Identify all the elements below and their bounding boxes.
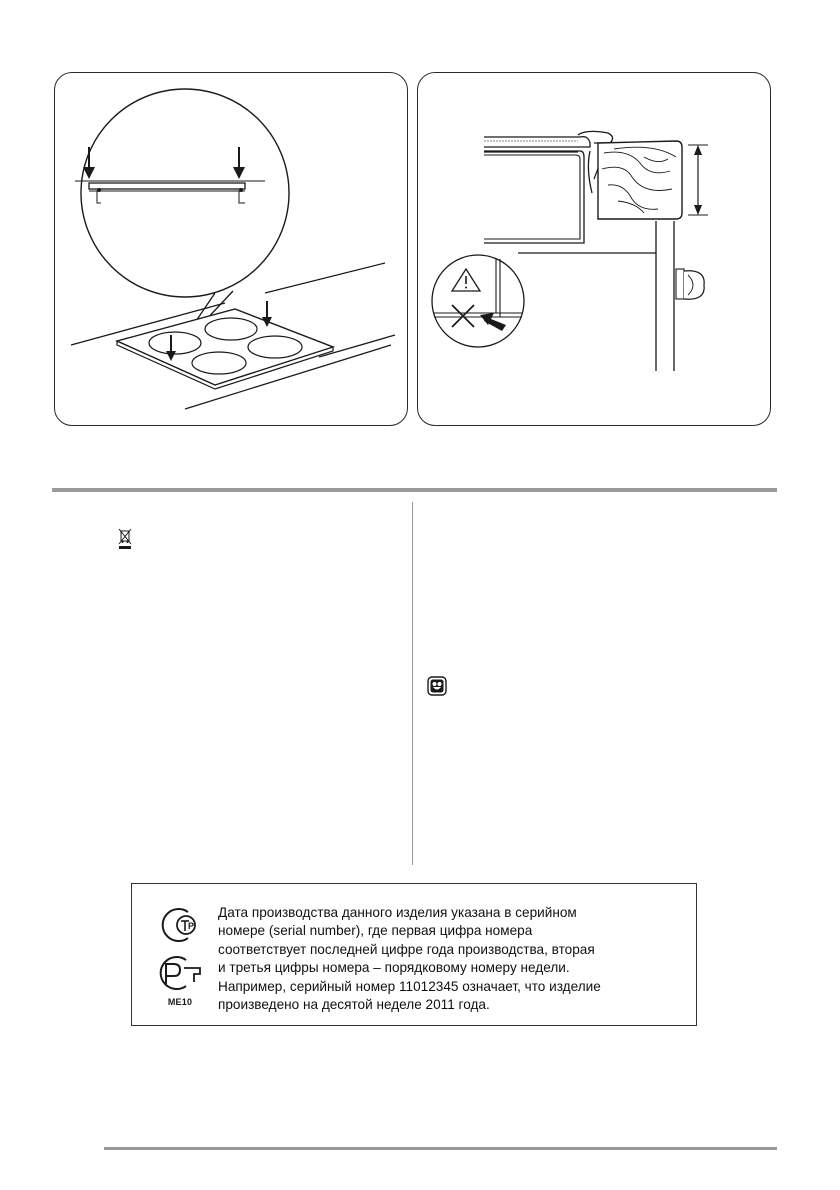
certification-code: ME10 (167, 997, 193, 1007)
info-line: произведено на десятой неделе 2011 года. (218, 997, 490, 1013)
manufacture-date-info-box (131, 883, 697, 1026)
info-line: и третья цифры номера – порядковому номеру недели. (218, 960, 570, 976)
section-divider-bottom (104, 1147, 777, 1150)
svg-text:P: P (188, 921, 195, 931)
manufacture-date-text (218, 904, 688, 1014)
column-divider (412, 502, 413, 865)
gost-tr-certification-icon (154, 906, 206, 944)
crossed-bin-icon (118, 528, 132, 550)
eco-flower-icon (427, 676, 447, 696)
hob-installation-drawing (55, 73, 407, 425)
section-divider-top (52, 488, 777, 492)
rst-certification-icon (154, 954, 206, 992)
info-line: соответствует последней цифре года производства, вторая (218, 941, 595, 957)
worktop-cross-section-drawing (418, 73, 770, 425)
info-line: Например, серийный номер 11012345 означает, что изделие (218, 978, 601, 994)
hob-installation-illustration (54, 72, 408, 426)
worktop-cross-section-illustration (417, 72, 771, 426)
info-line: номере (serial number), где первая цифра номера (218, 923, 533, 939)
info-line: Дата производства данного изделия указана в серийном (218, 905, 577, 920)
